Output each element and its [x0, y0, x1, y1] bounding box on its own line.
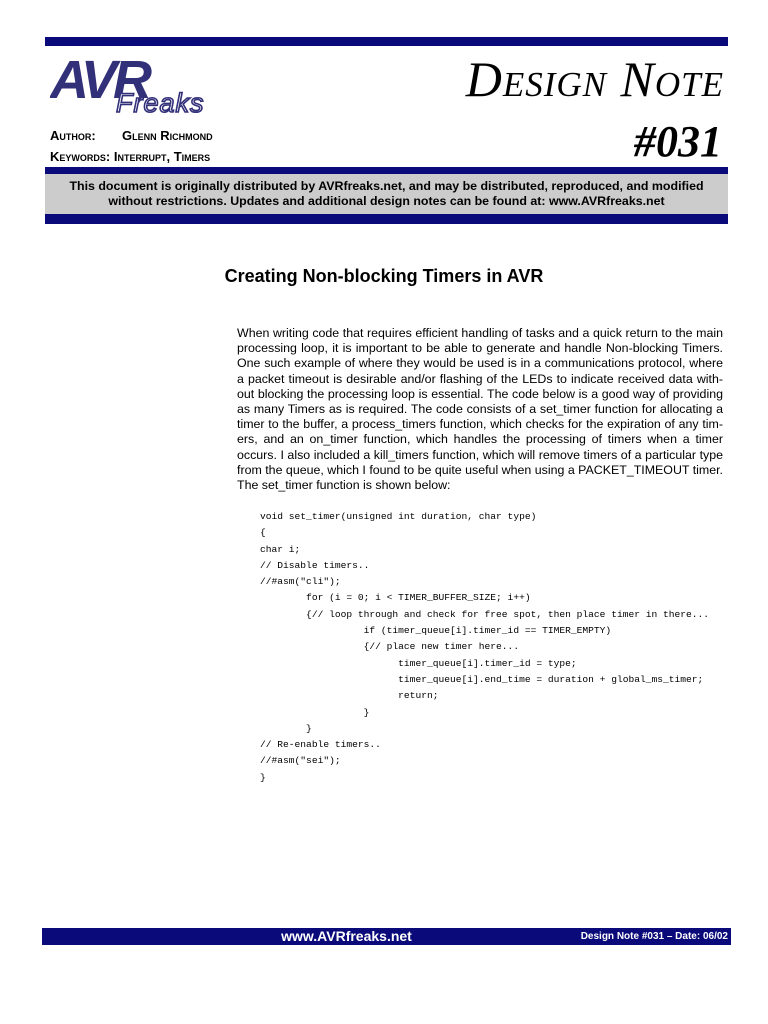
author-line	[50, 128, 213, 143]
header-rule-top	[45, 37, 728, 46]
author-name: Glenn Richmond	[122, 128, 213, 143]
design-note-title: Design Note	[465, 51, 724, 107]
notice-text: This document is originally distributed by AVRfreaks.net, and may be distributed, reproduced, and modified without restrictions. Updates and additional design notes can be found at: www.AVRfreaks.net	[69, 179, 704, 208]
code-line: //#asm("sei");	[260, 755, 341, 767]
article-title	[0, 266, 768, 287]
author-label: Author:	[50, 128, 96, 143]
code-line: return;	[260, 690, 439, 702]
keywords-value: Interrupt, Timers	[113, 149, 211, 164]
footer-bar	[42, 928, 731, 945]
avrfreaks-logo	[50, 52, 250, 118]
code-line: timer_queue[i].timer_id = type;	[260, 657, 577, 669]
article-body: When writing code that requires efficient handling of tasks and a quick return to the main processing loop, it is important to be able to generate and handle Non-blocking Timers. One such example of where they would be used is in a communications protocol, where a packet timeout is desirable and/or flashing of the LEDs to indicate received data without blocking the processing loop is essential. The code below is a good way of providing as many Timers as is required. The code consists of a set_timer function for allocating a timer to the buffer, a process_timers function, which checks for the expiration of any timers, and an on_timer function, which handles the processing of timers when a timer occurs. I also included a kill_timers function, which will remove timers of a particular type from the queue, which I found to be quite useful when using a PACKET_TIMEOUT timer. The set_timer function is shown below:	[237, 326, 723, 493]
footer-url-text: www.AVRfreaks.net	[281, 928, 412, 944]
article-title-text: Creating Non-blocking Timers in AVR	[224, 266, 544, 286]
code-line: // Disable timers..	[260, 559, 370, 571]
code-line: }	[260, 722, 312, 734]
code-line: }	[260, 706, 370, 718]
notice-rule-bottom	[45, 214, 728, 224]
code-line: {// place new timer here...	[260, 641, 520, 653]
keywords-line	[50, 149, 210, 164]
keywords-label: Keywords:	[50, 149, 111, 164]
code-line: {	[260, 527, 266, 539]
footer-design-note: Design Note #031 – Date: 06/02	[580, 931, 728, 942]
code-line: }	[260, 771, 266, 783]
design-note-number: #031	[634, 117, 722, 166]
logo-primary: AVR	[50, 52, 149, 110]
code-line: void set_timer(unsigned int duration, char type)	[260, 511, 537, 522]
logo-secondary: Freaks	[116, 88, 205, 118]
code-line: for (i = 0; i < TIMER_BUFFER_SIZE; i++)	[260, 592, 531, 604]
code-line: //#asm("cli");	[260, 576, 341, 588]
code-listing	[260, 509, 730, 786]
code-line: if (timer_queue[i].timer_id == TIMER_EMPTY)	[260, 625, 612, 637]
code-line: char i;	[260, 543, 301, 555]
notice-rule-top	[45, 167, 728, 174]
code-line: // Re-enable timers..	[260, 739, 381, 751]
distribution-notice	[45, 174, 728, 214]
code-line: timer_queue[i].end_time = duration + global_ms_timer;	[260, 673, 704, 685]
code-line: {// loop through and check for free spot, then place timer in there...	[260, 608, 710, 620]
